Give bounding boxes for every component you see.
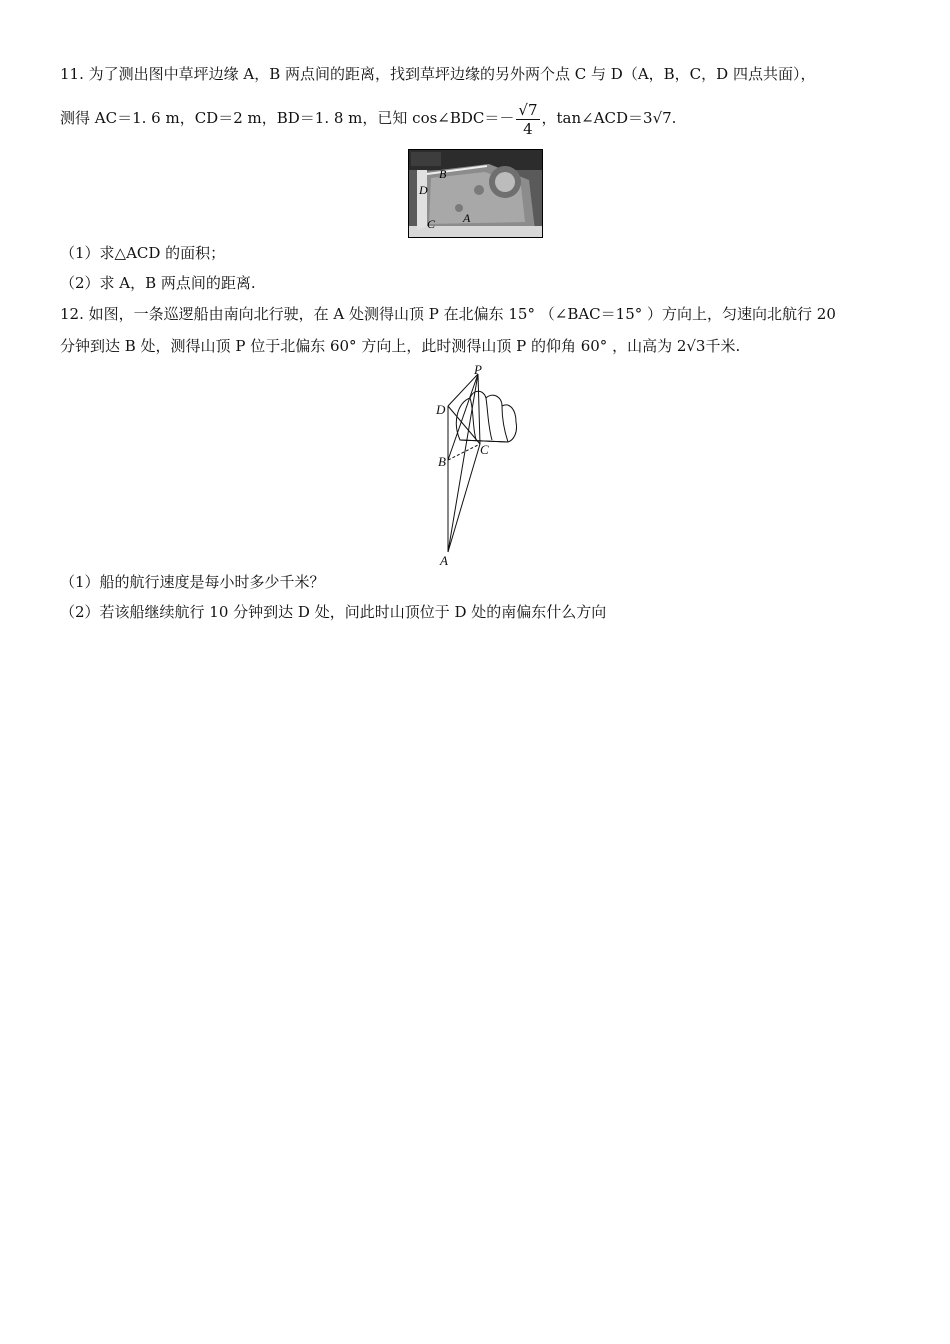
photo-label-d: D <box>419 183 428 197</box>
q11-sub2: （2）求 A，B 两点间的距离. <box>60 274 256 292</box>
q11-line2-pre: 测得 AC＝1. 6 m，CD＝2 m，BD＝1. 8 m，已知 cos∠BDC＝－ <box>60 109 515 127</box>
lawn-photo-graphic <box>409 150 542 237</box>
q11-line1: 11. 为了测出图中草坪边缘 A，B 两点间的距离，找到草坪边缘的另外两个点 C 与 D（A，B，C，D 四点共面）， <box>60 65 816 83</box>
lawn-photo <box>408 149 543 238</box>
q12-sub2: （2）若该船继续航行 10 分钟到达 D 处，问此时山顶位于 D 处的南偏东什么方向 <box>60 603 607 621</box>
q12-line2: 分钟到达 B 处，测得山顶 P 位于北偏东 60° 方向上，此时测得山顶 P 的仰角 60° ，山高为 2√3千米. <box>60 337 741 355</box>
fraction-denominator: 4 <box>523 119 533 138</box>
q12-line1: 12. 如图，一条巡逻船由南向北行驶，在 A 处测得山顶 P 在北偏东 15° （∠BAC＝15° ）方向上，匀速向北航行 20 <box>60 305 836 323</box>
diagram-label-b: B <box>438 454 446 469</box>
photo-label-a: A <box>463 211 471 225</box>
q12-sub1: （1）船的航行速度是每小时多少千米？ <box>60 573 325 591</box>
q11-line2-post: ，tan∠ACD＝3√7. <box>541 109 677 127</box>
mountain-diagram <box>430 362 530 572</box>
q11-sub1: （1）求△ACD 的面积； <box>60 244 226 262</box>
diagram-label-c: C <box>480 442 489 457</box>
cos-fraction <box>516 101 539 138</box>
diagram-label-a: A <box>440 553 448 568</box>
mountain-diagram-graphic <box>430 362 530 572</box>
q11-line2 <box>60 100 676 138</box>
photo-label-b: B <box>439 167 447 181</box>
diagram-label-p: P <box>474 362 482 377</box>
fraction-numerator: √7 <box>518 100 538 119</box>
photo-label-c: C <box>427 217 436 231</box>
diagram-label-d: D <box>436 402 446 417</box>
